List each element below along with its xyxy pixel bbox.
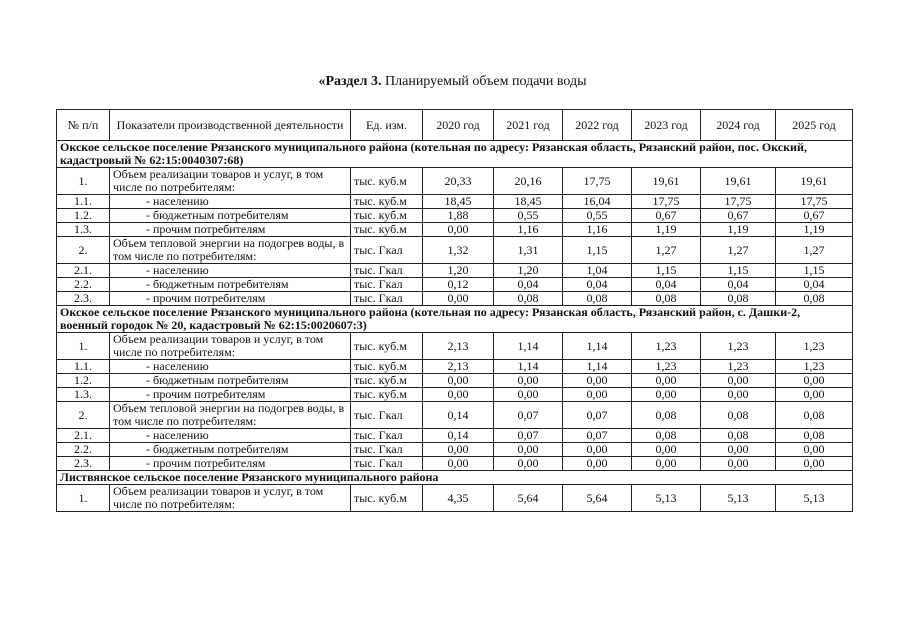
row-number: 2.3.: [57, 292, 110, 306]
header-num: № п/п: [57, 110, 110, 141]
section-title-bold: «Раздел 3.: [318, 74, 382, 89]
unit-cell: тыс. куб.м: [351, 360, 423, 374]
value-cell: 1,23: [701, 360, 776, 374]
unit-cell: тыс. Гкал: [351, 278, 423, 292]
table-row: [57, 485, 853, 512]
header-row: [57, 110, 853, 141]
value-cell: 0,67: [701, 209, 776, 223]
value-cell: 0,00: [632, 388, 701, 402]
value-cell: 0,55: [563, 209, 632, 223]
row-number: 2.1.: [57, 264, 110, 278]
indicator-label: - бюджетным потребителям: [110, 443, 351, 457]
unit-cell: тыс. куб.м: [351, 374, 423, 388]
value-cell: 1,23: [701, 333, 776, 360]
table-row: [57, 429, 853, 443]
value-cell: 1,15: [776, 264, 853, 278]
header-year: 2022 год: [563, 110, 632, 141]
header-year: 2021 год: [494, 110, 563, 141]
value-cell: 0,08: [701, 429, 776, 443]
value-cell: 1,23: [776, 333, 853, 360]
value-cell: 0,00: [423, 457, 494, 471]
value-cell: 1,27: [776, 237, 853, 264]
value-cell: 1,23: [776, 360, 853, 374]
value-cell: 1,23: [632, 360, 701, 374]
row-number: 1.: [57, 333, 110, 360]
unit-cell: тыс. Гкал: [351, 457, 423, 471]
row-number: 2.2.: [57, 278, 110, 292]
value-cell: 0,04: [632, 278, 701, 292]
indicator-label: - населению: [110, 264, 351, 278]
indicator-label: Объем тепловой энергии на подогрев воды, в том числе по потребителям:: [110, 402, 351, 429]
section-title-text: Планируемый объем подачи воды: [381, 74, 587, 89]
value-cell: 2,13: [423, 333, 494, 360]
indicator-label: - прочим потребителям: [110, 292, 351, 306]
value-cell: 4,35: [423, 485, 494, 512]
value-cell: 0,08: [632, 429, 701, 443]
value-cell: 0,00: [776, 374, 853, 388]
value-cell: 0,07: [494, 402, 563, 429]
row-number: 1.1.: [57, 195, 110, 209]
indicator-label: Объем реализации товаров и услуг, в том числе по потребителям:: [110, 485, 351, 512]
row-number: 2.3.: [57, 457, 110, 471]
section-header: Окское сельское поселение Рязанского муниципального района (котельная по адресу: Рязанская область, Рязанский район, с. Дашки-2, военный городок № 20, кадастровый № 62:15:0020607:3): [57, 306, 853, 333]
section-header-row: [57, 471, 853, 485]
value-cell: 0,00: [563, 374, 632, 388]
value-cell: 1,14: [563, 360, 632, 374]
unit-cell: тыс. куб.м: [351, 485, 423, 512]
value-cell: 0,07: [563, 429, 632, 443]
table-row: [57, 374, 853, 388]
indicator-label: - прочим потребителям: [110, 223, 351, 237]
value-cell: 0,00: [701, 388, 776, 402]
value-cell: 0,08: [776, 429, 853, 443]
unit-cell: тыс. Гкал: [351, 237, 423, 264]
header-year: 2025 год: [776, 110, 853, 141]
value-cell: 0,08: [701, 292, 776, 306]
value-cell: 1,04: [563, 264, 632, 278]
row-number: 1.2.: [57, 209, 110, 223]
value-cell: 1,16: [494, 223, 563, 237]
value-cell: 0,00: [776, 388, 853, 402]
header-unit: Ед. изм.: [351, 110, 423, 141]
value-cell: 0,00: [632, 457, 701, 471]
value-cell: 0,00: [563, 457, 632, 471]
value-cell: 17,75: [632, 195, 701, 209]
section-header: Окское сельское поселение Рязанского муниципального района (котельная по адресу: Рязанская область, Рязанский район, пос. Окский, кадастровый № 62:15:0040307:68): [57, 141, 853, 168]
value-cell: 1,19: [776, 223, 853, 237]
table-row: [57, 292, 853, 306]
value-cell: 0,04: [563, 278, 632, 292]
indicator-label: - бюджетным потребителям: [110, 374, 351, 388]
row-number: 1.3.: [57, 388, 110, 402]
value-cell: 0,04: [776, 278, 853, 292]
header-indicator: Показатели производственной деятельности: [110, 110, 351, 141]
value-cell: 0,00: [563, 388, 632, 402]
water-supply-table: [56, 109, 853, 512]
value-cell: 18,45: [423, 195, 494, 209]
value-cell: 0,08: [632, 292, 701, 306]
indicator-label: Объем реализации товаров и услуг, в том числе по потребителям:: [110, 333, 351, 360]
value-cell: 17,75: [701, 195, 776, 209]
value-cell: 1,15: [632, 264, 701, 278]
indicator-label: - населению: [110, 360, 351, 374]
value-cell: 0,00: [776, 443, 853, 457]
value-cell: 0,00: [701, 374, 776, 388]
row-number: 2.1.: [57, 429, 110, 443]
table-row: [57, 264, 853, 278]
value-cell: 0,08: [563, 292, 632, 306]
value-cell: 0,14: [423, 402, 494, 429]
value-cell: 0,07: [563, 402, 632, 429]
value-cell: 0,00: [494, 374, 563, 388]
value-cell: 17,75: [563, 168, 632, 195]
unit-cell: тыс. Гкал: [351, 292, 423, 306]
value-cell: 1,14: [494, 333, 563, 360]
section-title: [0, 74, 905, 90]
value-cell: 1,14: [563, 333, 632, 360]
value-cell: 1,88: [423, 209, 494, 223]
value-cell: 19,61: [776, 168, 853, 195]
value-cell: 1,27: [701, 237, 776, 264]
indicator-label: - бюджетным потребителям: [110, 278, 351, 292]
table-row: [57, 360, 853, 374]
indicator-label: - населению: [110, 429, 351, 443]
value-cell: 0,12: [423, 278, 494, 292]
row-number: 2.2.: [57, 443, 110, 457]
unit-cell: тыс. Гкал: [351, 443, 423, 457]
value-cell: 0,00: [423, 374, 494, 388]
indicator-label: - прочим потребителям: [110, 388, 351, 402]
value-cell: 5,13: [701, 485, 776, 512]
table-body: [57, 141, 853, 512]
value-cell: 5,13: [776, 485, 853, 512]
value-cell: 0,14: [423, 429, 494, 443]
value-cell: 1,23: [632, 333, 701, 360]
row-number: 1.1.: [57, 360, 110, 374]
table-row: [57, 402, 853, 429]
unit-cell: тыс. куб.м: [351, 333, 423, 360]
value-cell: 0,67: [776, 209, 853, 223]
value-cell: 0,08: [701, 402, 776, 429]
row-number: 2.: [57, 237, 110, 264]
row-number: 1.2.: [57, 374, 110, 388]
value-cell: 1,19: [701, 223, 776, 237]
unit-cell: тыс. Гкал: [351, 429, 423, 443]
unit-cell: тыс. Гкал: [351, 402, 423, 429]
section-header-row: [57, 141, 853, 168]
value-cell: 5,64: [563, 485, 632, 512]
header-year: 2024 год: [701, 110, 776, 141]
row-number: 1.3.: [57, 223, 110, 237]
value-cell: 1,16: [563, 223, 632, 237]
value-cell: 0,00: [494, 388, 563, 402]
value-cell: 0,00: [494, 457, 563, 471]
value-cell: 16,04: [563, 195, 632, 209]
value-cell: 1,31: [494, 237, 563, 264]
value-cell: 20,16: [494, 168, 563, 195]
indicator-label: - бюджетным потребителям: [110, 209, 351, 223]
table-row: [57, 388, 853, 402]
value-cell: 0,00: [423, 388, 494, 402]
table-row: [57, 457, 853, 471]
unit-cell: тыс. Гкал: [351, 264, 423, 278]
indicator-label: Объем реализации товаров и услуг, в том числе по потребителям:: [110, 168, 351, 195]
row-number: 1.: [57, 168, 110, 195]
value-cell: 1,32: [423, 237, 494, 264]
value-cell: 0,08: [494, 292, 563, 306]
value-cell: 0,04: [701, 278, 776, 292]
unit-cell: тыс. куб.м: [351, 388, 423, 402]
unit-cell: тыс. куб.м: [351, 209, 423, 223]
value-cell: 0,04: [494, 278, 563, 292]
value-cell: 0,00: [423, 223, 494, 237]
value-cell: 1,19: [632, 223, 701, 237]
value-cell: 1,14: [494, 360, 563, 374]
value-cell: 5,64: [494, 485, 563, 512]
row-number: 2.: [57, 402, 110, 429]
value-cell: 0,07: [494, 429, 563, 443]
value-cell: 0,00: [494, 443, 563, 457]
table-row: [57, 333, 853, 360]
value-cell: 0,00: [701, 457, 776, 471]
value-cell: 0,55: [494, 209, 563, 223]
value-cell: 1,15: [563, 237, 632, 264]
table-row: [57, 278, 853, 292]
table-row: [57, 223, 853, 237]
value-cell: 19,61: [632, 168, 701, 195]
value-cell: 20,33: [423, 168, 494, 195]
unit-cell: тыс. куб.м: [351, 168, 423, 195]
value-cell: 2,13: [423, 360, 494, 374]
unit-cell: тыс. куб.м: [351, 223, 423, 237]
value-cell: 1,20: [494, 264, 563, 278]
table-row: [57, 168, 853, 195]
table-row: [57, 443, 853, 457]
value-cell: 1,15: [701, 264, 776, 278]
table-row: [57, 195, 853, 209]
value-cell: 0,00: [632, 443, 701, 457]
value-cell: 0,67: [632, 209, 701, 223]
value-cell: 1,27: [632, 237, 701, 264]
value-cell: 0,08: [776, 402, 853, 429]
value-cell: 0,00: [776, 457, 853, 471]
value-cell: 0,00: [632, 374, 701, 388]
header-year: 2023 год: [632, 110, 701, 141]
value-cell: 0,00: [423, 443, 494, 457]
section-header-row: [57, 306, 853, 333]
indicator-label: Объем тепловой энергии на подогрев воды, в том числе по потребителям:: [110, 237, 351, 264]
unit-cell: тыс. куб.м: [351, 195, 423, 209]
value-cell: 0,08: [776, 292, 853, 306]
value-cell: 0,00: [423, 292, 494, 306]
value-cell: 5,13: [632, 485, 701, 512]
section-header: Листвянское сельское поселение Рязанского муниципального района: [57, 471, 853, 485]
table-row: [57, 209, 853, 223]
value-cell: 1,20: [423, 264, 494, 278]
row-number: 1.: [57, 485, 110, 512]
value-cell: 0,00: [701, 443, 776, 457]
value-cell: 18,45: [494, 195, 563, 209]
value-cell: 19,61: [701, 168, 776, 195]
indicator-label: - населению: [110, 195, 351, 209]
value-cell: 0,08: [632, 402, 701, 429]
value-cell: 17,75: [776, 195, 853, 209]
table-row: [57, 237, 853, 264]
indicator-label: - прочим потребителям: [110, 457, 351, 471]
value-cell: 0,00: [563, 443, 632, 457]
header-year: 2020 год: [423, 110, 494, 141]
